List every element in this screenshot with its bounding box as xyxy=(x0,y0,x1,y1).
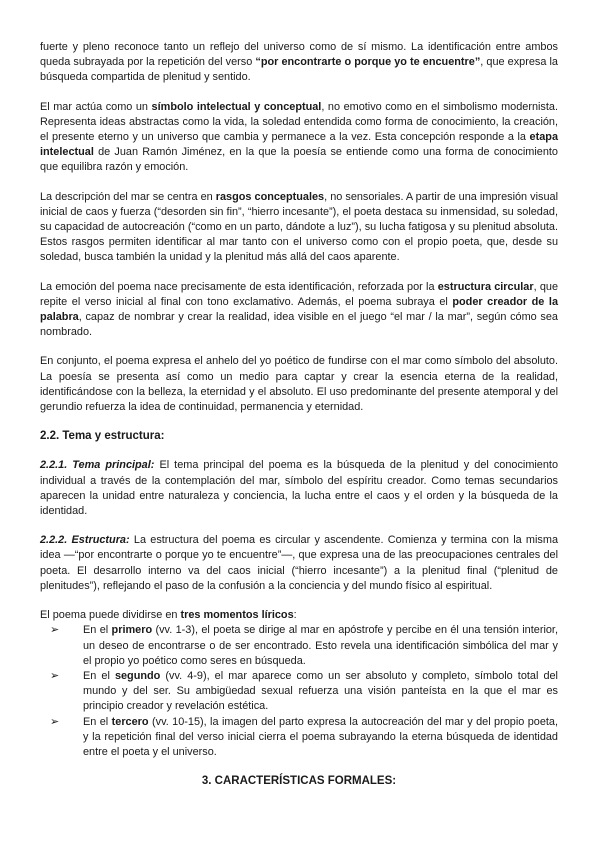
text: , no sensoriales. A partir de una impresión visual inicial de caos y fuerza (“desorden sin fin”, “hierro incesante”), el poeta destaca su inmensidad, su soledad, su capacidad de autocreación (“como en un parto, dándote a luz”), su lucha fatigosa y su plenitud absoluta. Estos rasgos permiten identificar al mar tanto con el universo como con el propio poeta, que, desde su soledad, busca también la unidad y la plenitud más allá del caos aparente. xyxy=(40,190,559,264)
paragraph-moments-intro xyxy=(40,608,558,623)
text: , que repite el verso inicial al final con tono exclamativo. Además, el poema subraya el xyxy=(40,280,559,308)
text: La estructura del poema es circular y ascendente. Comienza y termina con la misma idea —“por encontrarte o porque yo te encuentre”—, que expresa una de las preocupaciones centrales del poeta. El desarrollo interno va del caos inicial (“hierro incesante”) a la plenitud final (“plenitud de plenitudes”), reflejando el paso de la confusión a la conciencia y del mundo físico al espiritual. xyxy=(40,534,558,592)
arrow-bullet-icon: ➢ xyxy=(50,669,60,682)
text: , no emotivo como en el simbolismo modernista. Representa ideas abstractas como la vida, la soledad entendida como forma de conocimiento, la creación, el presente eterno y un universo que cambia y permanece a la vez. Esta concepción responde a la xyxy=(40,100,558,144)
quoted-verse: “por encontrarte o porque yo te encuentre” xyxy=(255,56,481,69)
arrow-bullet-icon: ➢ xyxy=(50,715,60,728)
text: El tema principal del poema es la búsqueda de la plenitud y del conocimiento individual a través de la contemplación del mar, símbolo del espíritu creador. Como temas secundarios aparecen la unidad entre naturaleza y conciencia, la lucha entre el caos y el orden y la búsqueda de la identidad. xyxy=(40,459,559,518)
bold-term: símbolo intelectual y conceptual xyxy=(151,100,322,113)
section-heading-tema-estructura: 2.2. Tema y estructura: xyxy=(40,430,165,443)
paragraph-description xyxy=(40,190,558,266)
bold-term: rasgos conceptuales xyxy=(215,190,325,203)
text: En el xyxy=(83,624,112,637)
text: , capaz de nombrar y crear la realidad, idea visible en el juego “el mar / la mar”, según cómo sea nombrado. xyxy=(40,311,558,339)
section-heading-caracteristicas-formales: 3. CARACTERÍSTICAS FORMALES: xyxy=(201,775,397,788)
bold-term: poder creador de la palabra xyxy=(40,295,558,324)
bold-term: estructura circular xyxy=(437,280,534,293)
text: (vv. 10-15), la imagen del parto expresa la autocreación del mar y del propio poeta, y la repetición final del verso inicial cierra el poema subrayando la eterna búsqueda de identidad entre el poeta y el universo. xyxy=(83,715,558,758)
list-item xyxy=(40,715,558,761)
subsection-label: 2.2.1. Tema principal: xyxy=(40,459,155,472)
list-item xyxy=(40,623,558,669)
text: La emoción del poema nace precisamente de esta identificación, reforzada por la xyxy=(40,280,438,293)
bold-term: tercero xyxy=(111,715,149,728)
text: (vv. 1-3), el poeta se dirige al mar en apóstrofe y percibe en él una tensión interior, un deseo de encontrarse o de ser encontrado. Esto revela una identificación simbólica del mar y el propio yo poético como seres en búsqueda. xyxy=(83,624,558,667)
text: fuerte y pleno reconoce tanto un reflejo del universo como de sí mismo. La identificación entre ambos queda subrayada por la repetición del verso xyxy=(40,41,558,69)
moments-list xyxy=(40,623,558,760)
bold-term: primero xyxy=(111,624,153,637)
arrow-bullet-icon: ➢ xyxy=(50,624,60,637)
text: de Juan Ramón Jiménez, en la que la poesía se entiende como una forma de conocimiento que equilibra razón y emoción. xyxy=(40,146,558,174)
text: , que expresa la búsqueda compartida de plenitud y sentido. xyxy=(40,56,558,84)
text: En el xyxy=(83,715,112,728)
bold-term: tres momentos líricos xyxy=(180,609,294,622)
paragraph-emotion xyxy=(40,280,558,341)
list-item xyxy=(40,669,558,715)
bold-term: segundo xyxy=(114,669,161,682)
paragraph-conclusion xyxy=(40,354,558,415)
subsection-label: 2.2.2. Estructura: xyxy=(40,534,130,547)
document-page xyxy=(40,40,558,803)
text: (vv. 4-9), el mar aparece como un ser absoluto y completo, símbolo total del mundo y del ser. Su ambigüedad sexual refuerza una visión panteísta en la que el mar es principio creador y revelación estética. xyxy=(83,669,558,713)
text: En conjunto, el poema expresa el anhelo del yo poético de fundirse con el mar como símbolo del absoluto. La poesía se presenta así como un medio para captar y crear la esencia eterna de la realidad, identificándose con la belleza, la eternidad y el absoluto. El uso predominante del presente atemporal y del gerundio refuerza la idea de continuidad, permanencia y eternidad. xyxy=(40,355,558,414)
bold-term: etapa intelectual xyxy=(40,131,558,159)
paragraph-tema-principal xyxy=(40,458,558,519)
text: El poema puede dividirse en xyxy=(40,609,181,622)
paragraph-identification xyxy=(40,40,558,86)
paragraph-estructura xyxy=(40,533,558,594)
text: En el xyxy=(83,669,115,682)
text: El mar actúa como un xyxy=(40,100,152,113)
text: La descripción del mar se centra en xyxy=(40,190,216,203)
text: : xyxy=(293,609,297,622)
paragraph-symbol xyxy=(40,100,558,176)
